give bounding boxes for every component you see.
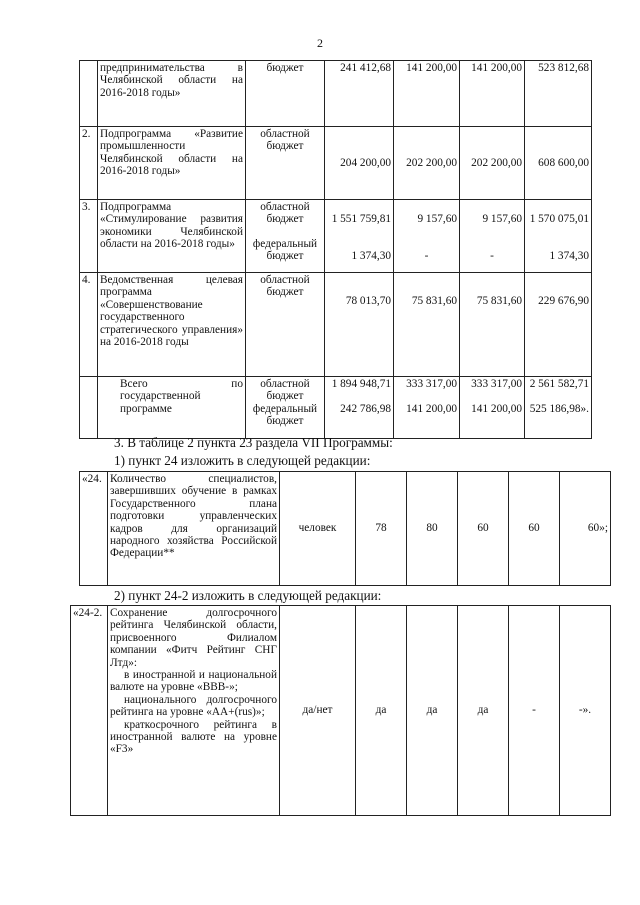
amount-2018-federal: - [490,250,494,262]
amount-2016: 78 013,70 [325,273,394,377]
rating-line-4: краткосрочного рейтинга в иностранной валюте на уровне «F3» [110,718,277,756]
amount-total: 229 676,90 [525,273,592,377]
financing-table [79,60,592,439]
amount-2016: 241 412,68 [325,61,394,127]
rating-line-3: национального долгосрочного рейтинга на уровне «AA+(rus)»; [110,693,277,719]
amount-2017-regional: 9 157,60 [417,213,457,225]
indicator-value-5: 60»; [560,472,611,586]
table-row [80,127,592,200]
amount-2017: 202 200,00 [394,127,460,200]
funding-source: областной бюджет [246,127,325,200]
paragraph-3-2: 2) пункт 24-2 изложить в следующей редакции: [114,588,382,603]
indicator-value-4: 60 [509,472,560,586]
row-number [80,61,98,127]
program-name: Ведомственная целевая программа «Совершенствование государственного стратегического управления» на 2016-2018 годы [98,273,246,377]
funding-source: областной бюджет [246,273,325,377]
paragraph-3-1: 1) пункт 24 изложить в следующей редакции: [114,453,371,468]
amount-2017: 75 831,60 [394,273,460,377]
amount-2018: 202 200,00 [460,127,525,200]
amount-2018: 141 200,00 [460,61,525,127]
amount-2017-federal: - [424,250,429,262]
amount-total-regional: 2 561 582,71 [529,378,589,390]
amount-total-federal: 525 186,98». [529,403,589,415]
indicator-value-4: - [509,606,560,816]
program-name: Всего по государственной программе [98,377,246,439]
amount-2018-regional: 9 157,60 [482,213,522,225]
table-row [80,200,592,273]
amount-2016-federal: 1 374,30 [351,250,391,262]
amount-2017-regional: 333 317,00 [406,378,457,390]
row-number: 3. [80,200,98,273]
funding-source: бюджет [246,61,325,127]
rating-line-1: Сохранение долгосрочного рейтинга Челябинской области, присвоенного Филиалом компании «Фитч Рейтинг СНГ Лтд»: [110,607,277,669]
indicator-table-24-2 [70,605,611,816]
indicator-unit: человек [280,472,356,586]
table-row [80,377,592,439]
amount-2016-regional: 1 551 759,81 [331,213,391,225]
indicator-value-5: -». [560,606,611,816]
funding-source-regional: областной бюджет [260,378,310,403]
indicator-name [108,606,280,816]
indicator-value-2: 80 [407,472,458,586]
indicator-unit: да/нет [280,606,356,816]
program-name: Подпрограмма «Развитие промышленности Челябинской области на 2016-2018 годы» [98,127,246,200]
amount-2017: 141 200,00 [394,61,460,127]
program-name: Подпрограмма «Стимулирование развития экономики Челябинской области на 2016-2018 годы» [98,200,246,273]
indicator-value-3: 60 [458,472,509,586]
table-row [80,61,592,127]
row-number: 4. [80,273,98,377]
row-number [80,377,98,439]
rating-line-2: в иностранной и национальной валюте на уровне «BBB-»; [110,669,277,694]
page-number: 2 [317,36,323,50]
table-row [71,606,611,816]
row-number: «24. [80,472,108,586]
amount-total-federal: 1 374,30 [549,250,589,262]
row-number: 2. [80,127,98,200]
amount-2018-federal: 141 200,00 [471,403,522,415]
indicator-value-3: да [458,606,509,816]
amount-2018: 75 831,60 [460,273,525,377]
table-row [80,472,611,586]
amount-2016-regional: 1 894 948,71 [331,378,391,390]
indicator-value-2: да [407,606,458,816]
amount-2016-federal: 242 786,98 [340,403,391,415]
funding-source-federal: федеральный бюджет [252,238,318,263]
amount-total-regional: 1 570 075,01 [529,213,589,225]
funding-source-federal: федеральный бюджет [252,403,318,428]
indicator-table-24 [79,471,611,586]
amount-total: 608 600,00 [525,127,592,200]
paragraph-3: 3. В таблице 2 пункта 23 раздела VII Программы: [114,435,393,450]
indicator-value-1: 78 [356,472,407,586]
funding-source-regional: областной бюджет [260,201,310,226]
program-name: предпринимательства в Челябинской области на 2016-2018 годы» [98,61,246,127]
indicator-name: Количество специалистов, завершивших обучение в рамках Государственного плана подготовки управленческих кадров для организаций народного хозяйства Российской Федерации** [108,472,280,586]
amount-2018-regional: 333 317,00 [471,378,522,390]
amount-2017-federal: 141 200,00 [406,403,457,415]
row-number: «24-2. [71,606,108,816]
indicator-value-1: да [356,606,407,816]
amount-total: 523 812,68 [525,61,592,127]
amount-2016: 204 200,00 [325,127,394,200]
table-row [80,273,592,377]
